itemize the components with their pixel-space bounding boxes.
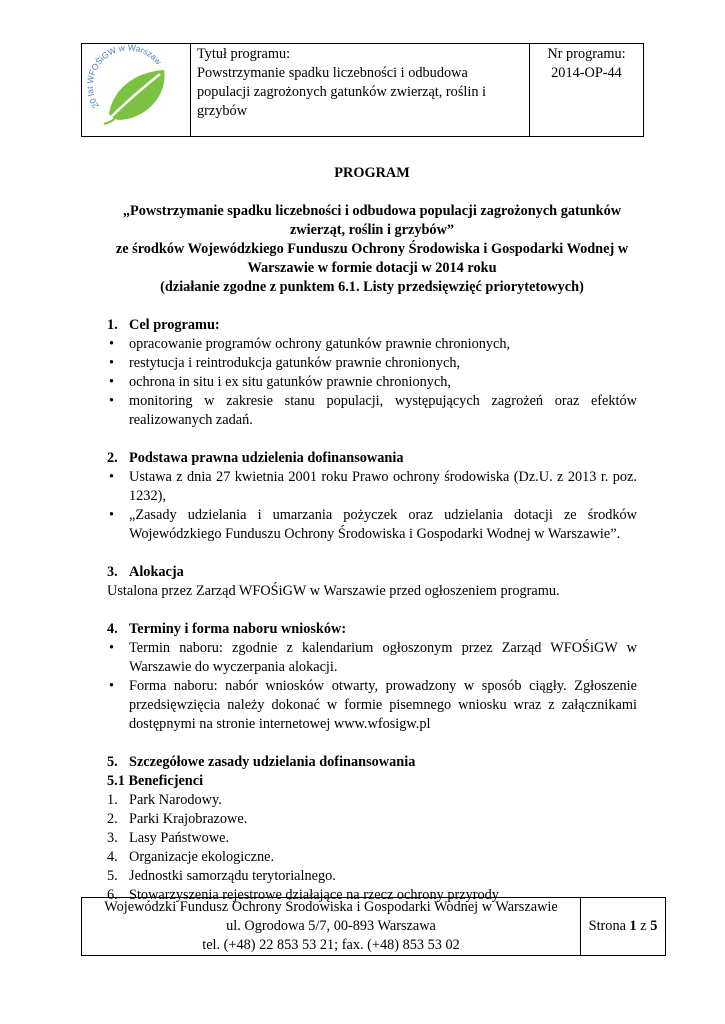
title-text: Powstrzymanie spadku liczebności i odbudowa populacji zagrożonych gatunków zwierząt, roślin i grzybów bbox=[197, 65, 487, 119]
footer-table bbox=[81, 897, 666, 956]
program-priority-line: (działanie zgodne z punktem 6.1. Listy przedsięwzięć priorytetowych) bbox=[160, 279, 584, 295]
section-4-heading: 4. Terminy i forma naboru wniosków: bbox=[107, 621, 347, 637]
section-5-1-heading: 5.1 Beneficjenci bbox=[107, 773, 204, 789]
wfosigw-leaf-logo bbox=[82, 44, 190, 130]
nr-value: 2014-OP-44 bbox=[551, 65, 622, 81]
logo-text: 20 lat WFOŚiGW w Warszaw bbox=[84, 44, 164, 111]
list-item: • opracowanie programów ochrony gatunków prawnie chronionych, bbox=[109, 336, 511, 352]
list-item: • monitoring w zakresie stanu populacji, występujących zagrożeń oraz efektów realizowanych zadań. bbox=[109, 393, 637, 428]
list-item: 1. Park Narodowy. bbox=[107, 792, 222, 808]
program-number-cell bbox=[530, 44, 644, 137]
list-item: • ochrona in situ i ex situ gatunków prawnie chronionych, bbox=[109, 374, 452, 390]
list-item: • Forma naboru: nabór wniosków otwarty, prowadzony w sposób ciągły. Zgłoszenie przedsięwzięcia należy dokonać w formie pisemnego wniosku wraz z załącznikami dostępnymi na stronie internetowej www.wfosigw.pl bbox=[109, 678, 637, 732]
section-1-heading: 1. Cel programu: bbox=[107, 317, 220, 333]
title-label: Tytuł programu: bbox=[197, 46, 291, 62]
list-item: 2. Parki Krajobrazowe. bbox=[107, 811, 248, 827]
section-5-heading: 5. Szczegółowe zasady udzielania dofinansowania bbox=[107, 754, 416, 770]
footer-page-number: Strona 1 z 5 bbox=[581, 898, 666, 956]
section-2-heading: 2. Podstawa prawna udzielenia dofinansowania bbox=[107, 450, 404, 466]
section-3-heading: 3. Alokacja bbox=[107, 564, 184, 580]
section-4-list bbox=[107, 639, 637, 734]
footer-org-name: Wojewódzki Fundusz Ochrony Środowiska i Gospodarki Wodnej w Warszawie bbox=[104, 899, 558, 915]
list-item: 4. Organizacje ekologiczne. bbox=[107, 849, 275, 865]
program-title-line: „Powstrzymanie spadku liczebności i odbudowa populacji zagrożonych gatunków zwierząt, roślin i grzybów” bbox=[122, 203, 622, 238]
nr-label: Nr programu: bbox=[547, 46, 626, 62]
program-heading: PROGRAM bbox=[334, 165, 410, 181]
section-3-text: Ustalona przez Zarząd WFOŚiGW w Warszawie przed ogłoszeniem programu. bbox=[107, 583, 560, 599]
list-item: • Ustawa z dnia 27 kwietnia 2001 roku Prawo ochrony środowiska (Dz.U. z 2013 r. poz. 1232), bbox=[109, 469, 637, 504]
logo-cell bbox=[82, 44, 191, 137]
section-1-list bbox=[107, 335, 637, 430]
program-title-cell bbox=[191, 44, 530, 137]
list-item: • Termin naboru: zgodnie z kalendarium ogłoszonym przez Zarząd WFOŚiGW w Warszawie do wyczerpania alokacji. bbox=[109, 640, 637, 675]
document-body bbox=[107, 164, 637, 905]
footer-street: ul. Ogrodowa 5/7, 00-893 Warszawa bbox=[226, 918, 436, 934]
section-2-list bbox=[107, 468, 637, 544]
footer-phone: tel. (+48) 22 853 53 21; fax. (+48) 853 53 02 bbox=[202, 937, 460, 953]
list-item: 6. Stowarzyszenia rejestrowe działające na rzecz ochrony przyrody bbox=[107, 887, 499, 903]
list-item: • „Zasady udzielania i umarzania pożyczek oraz udzielania dotacji ze środków Wojewódzkiego Funduszu Ochrony Środowiska i Gospodarki Wodnej w Warszawie”. bbox=[109, 507, 637, 542]
footer-address bbox=[82, 898, 581, 956]
beneficiaries-list bbox=[107, 791, 637, 905]
list-item: 3. Lasy Państwowe. bbox=[107, 830, 230, 846]
header-table bbox=[81, 43, 644, 137]
program-funding-line: ze środków Wojewódzkiego Funduszu Ochrony Środowiska i Gospodarki Wodnej w Warszawie w formie dotacji w 2014 roku bbox=[115, 241, 629, 276]
list-item: • restytucja i reintrodukcja gatunków prawnie chronionych, bbox=[109, 355, 461, 371]
list-item: 5. Jednostki samorządu terytorialnego. bbox=[107, 868, 336, 884]
